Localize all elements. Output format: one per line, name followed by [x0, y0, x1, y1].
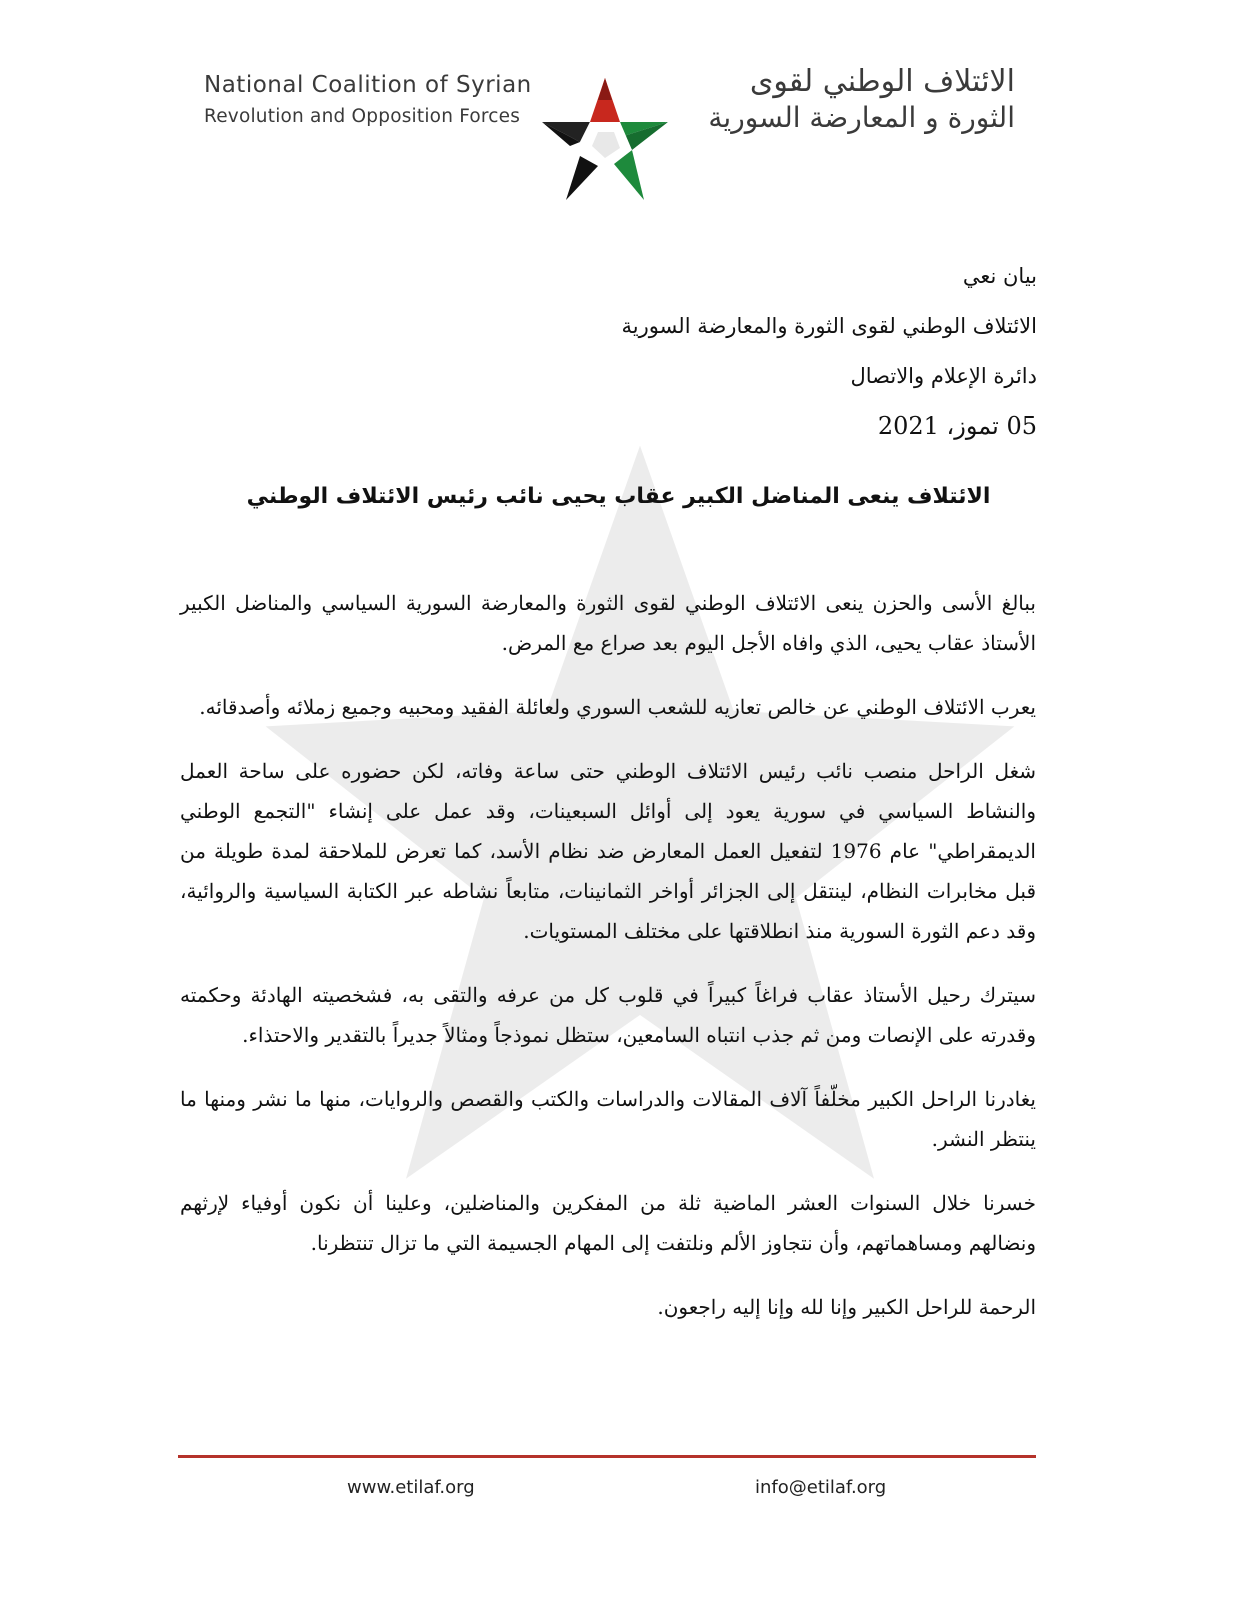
- arabic-name-line1: الائتلاف الوطني لقوى: [749, 64, 1015, 99]
- arabic-name-line2: الثورة و المعارضة السورية: [708, 101, 1015, 134]
- statement-type: بيان نعي: [962, 264, 1037, 288]
- arabic-org-name: [708, 64, 1015, 134]
- body-paragraph: يغادرنا الراحل الكبير مخلّفاً آلاف المقالات والدراسات والكتب والقصص والروايات، منها ما نشر ومنها ما ينتظر النشر.: [180, 1087, 1036, 1151]
- english-name-line2: Revolution and Opposition Forces: [204, 106, 521, 127]
- organization-name: الائتلاف الوطني لقوى الثورة والمعارضة السورية: [621, 314, 1037, 338]
- coalition-star-logo-icon: [540, 76, 670, 202]
- footer-divider: [178, 1455, 1036, 1458]
- statement-body: [180, 583, 1036, 1351]
- body-paragraph: يعرب الائتلاف الوطني عن خالص تعازيه للشعب السوري ولعائلة الفقيد ومحبيه وجميع زملائه وأصدقائه.: [199, 695, 1036, 719]
- letterhead: [0, 0, 1237, 150]
- body-paragraph: سيترك رحيل الأستاذ عقاب فراغاً كبيراً في قلوب كل من عرفه والتقى به، فشخصيته الهادئة وحكمته وقدرته على الإنصات ومن ثم جذب انتباه السامعين، ستظل نموذجاً ومثالاً جديراً بالتقدير والاحتذاء.: [180, 983, 1037, 1047]
- body-paragraph: ببالغ الأسى والحزن ينعى الائتلاف الوطني لقوى الثورة والمعارضة السورية السياسي والمناضل الكبير الأستاذ عقاب يحيى، الذي وافاه الأجل اليوم بعد صراع مع المرض.: [180, 591, 1036, 655]
- footer-website-link[interactable]: www.etilaf.org: [347, 1477, 475, 1498]
- body-paragraph: الرحمة للراحل الكبير وإنا لله وإنا إليه راجعون.: [657, 1295, 1036, 1319]
- footer-email-link[interactable]: info@etilaf.org: [755, 1477, 887, 1498]
- department-name: دائرة الإعلام والاتصال: [850, 364, 1037, 388]
- statement-meta: [337, 258, 1037, 458]
- english-org-name: [204, 72, 532, 127]
- statement-title: الائتلاف ينعى المناضل الكبير عقاب يحيى نائب رئيس الائتلاف الوطني: [246, 484, 991, 509]
- english-name-line1: National Coalition of Syrian: [204, 72, 532, 98]
- statement-date: 05 تموز، 2021: [877, 412, 1037, 440]
- body-paragraph: شغل الراحل منصب نائب رئيس الائتلاف الوطني حتى ساعة وفاته، لكن حضوره على ساحة العمل والنشاط السياسي في سورية يعود إلى أوائل السبعينات، وقد عمل على إنشاء "التجمع الوطني الديمقراطي" عام 1976 لتفعيل العمل المعارض ضد نظام الأسد، كما تعرض للملاحقة لمدة طويلة من قبل مخابرات النظام، لينتقل إلى الجزائر أواخر الثمانينات، متابعاً نشاطه عبر الكتابة السياسية والروائية، وقد دعم الثورة السورية منذ انطلاقتها على مختلف المستويات.: [180, 759, 1036, 943]
- body-paragraph: خسرنا خلال السنوات العشر الماضية ثلة من المفكرين والمناضلين، وعلينا أن نكون أوفياء لإرثهم ونضالهم ومساهماتهم، وأن نتجاوز الألم ونلتفت إلى المهام الجسيمة التي ما تزال تنتظرنا.: [180, 1191, 1036, 1255]
